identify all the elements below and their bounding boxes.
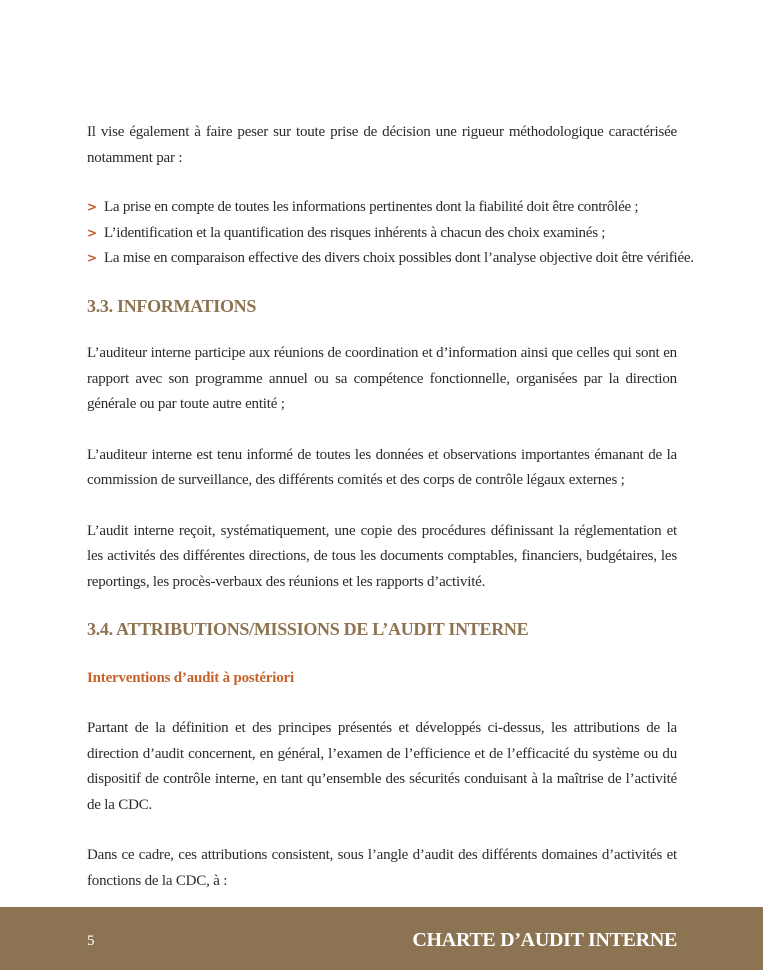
bullet-text: L’identification et la quantification des risques inhérents à chacun des choix examinés ; [104,224,606,241]
subheading-interventions: Interventions d’audit à postériori [87,669,294,686]
document-title: CHARTE D’AUDIT INTERNE [412,929,677,951]
informations-paragraph-2: L’auditeur interne est tenu informé de toutes les données et observations importantes émanant de la commission de surveillance, des différents comités et des corps de contrôle légaux externes ; [87,446,677,488]
attributions-paragraph-2: Dans ce cadre, ces attributions consistent, sous l’angle d’audit des différents domaines d’activités et fonctions de la CDC, à : [87,847,677,889]
section-heading-informations: 3.3. INFORMATIONS [87,295,257,316]
chevron-right-icon: > [87,251,97,265]
list-item [87,221,677,247]
section-heading-attributions: 3.4. ATTRIBUTIONS/MISSIONS DE L’AUDIT INTERNE [87,619,529,639]
informations-paragraph-1: L’auditeur interne participe aux réunions de coordination et d’information ainsi que celles qui sont en rapport avec son programme annuel ou sa compétence fonctionnelle, organisées par la direction générale ou par toute autre entité ; [87,345,677,412]
informations-paragraph-3: L’audit interne reçoit, systématiquement, une copie des procédures définissant la réglementation et les activités des différentes directions, de tous les documents comptables, financiers, budgétaires, les reportings, les procès-verbaux des réunions et les rapports d’activité. [87,522,677,590]
intro-paragraph: Il vise également à faire peser sur toute prise de décision une rigueur méthodologique caractérisée notamment par : [87,124,677,166]
bullet-text: La mise en comparaison effective des divers choix possibles dont l’analyse objective doit être vérifiée. [104,250,694,266]
list-item [87,195,677,221]
page-number: 5 [87,933,95,949]
chevron-right-icon: > [87,200,97,214]
page-content [87,120,694,894]
list-item [87,246,694,272]
footer-bar [0,907,763,970]
bullet-text: La prise en compte de toutes les informations pertinentes dont la fiabilité doit être contrôlée ; [104,199,639,215]
attributions-paragraph-1: Partant de la définition et des principes présentés et développés ci-dessus, les attributions de la direction d’audit concernent, en général, l’examen de l’efficience et de l’efficacité du système ou du dispositif de contrôle interne, en tant qu’ensemble des sécurités conduisant à la maîtrise de l’activité de la CDC. [87,720,677,813]
chevron-right-icon: > [87,225,97,240]
bullet-list [87,195,694,272]
